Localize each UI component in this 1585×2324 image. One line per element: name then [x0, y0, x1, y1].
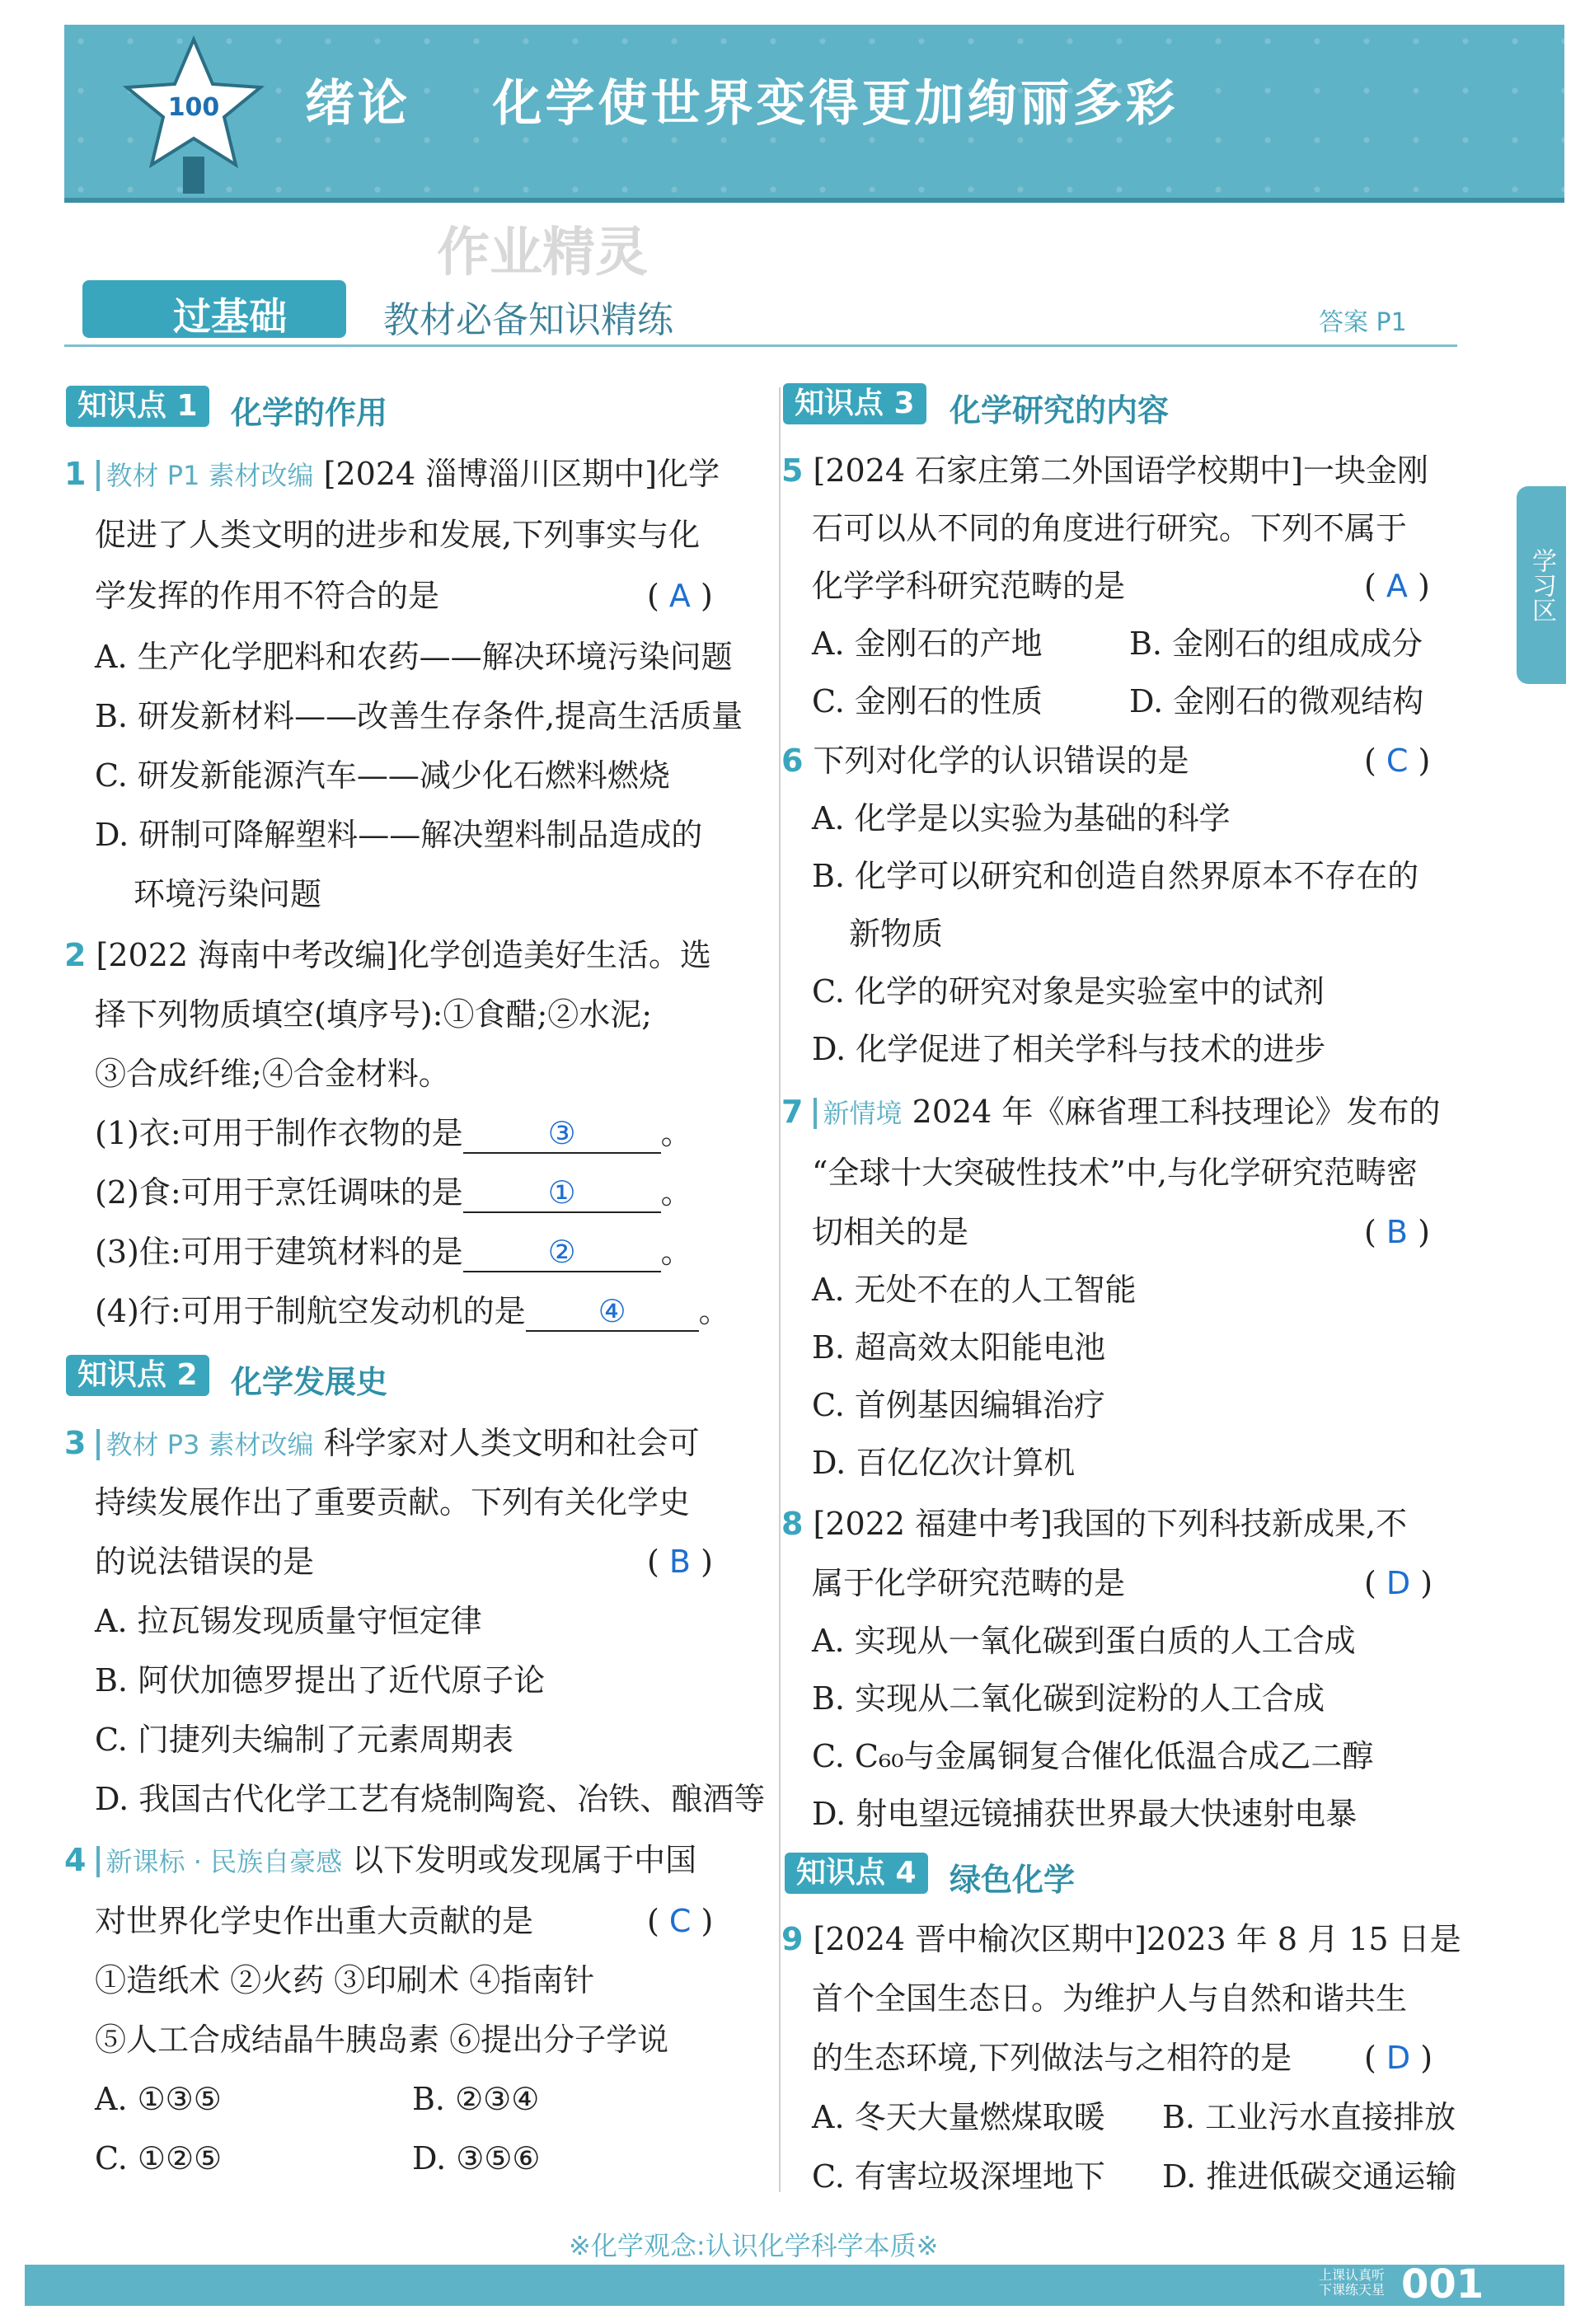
chapter-title: 绪论 化学使世界变得更加绚丽多彩 [305, 75, 1179, 133]
q9-line3 [812, 2039, 1471, 2077]
q2-part2-text: (2)食:可用于烹饪调味的是 [95, 1174, 463, 1211]
q6-option-b-cont: 新物质 [849, 916, 944, 952]
q4-line3: ①造纸术 ②火药 ③印刷术 ④指南针 [95, 1962, 595, 1998]
q9-answer: D [1386, 2040, 1411, 2076]
kp1-tag: 知识点 1 [66, 386, 209, 427]
q5-line1 [781, 452, 1428, 490]
q4-option-a: A. ①③⑤ [95, 2081, 222, 2117]
q1-text1: [2024 淄博淄川区期中]化学 [323, 456, 720, 492]
q4-number: 4 [64, 1842, 87, 1878]
q9-option-c: C. 有害垃圾深埋地下 [812, 2158, 1105, 2195]
q1-answer: A [668, 578, 691, 614]
q8-option-a: A. 实现从一氧化碳到蛋白质的人工合成 [812, 1623, 1356, 1659]
q7-line3 [812, 1213, 1471, 1251]
q2-text1: [2022 海南中考改编]化学创造美好生活。选 [96, 937, 711, 973]
q2-part4: (4)行:可用于制航空发动机的是 ④ 。 [95, 1292, 730, 1332]
q7-option-a: A. 无处不在的人工智能 [812, 1272, 1137, 1308]
kp4-title: 绿色化学 [950, 1862, 1076, 1898]
q6-line1 [781, 742, 1474, 780]
q6-option-a: A. 化学是以实验为基础的科学 [812, 800, 1231, 836]
q5-text3: 化学学科研究范畴的是 [812, 568, 1126, 604]
q8-answer: D [1386, 1565, 1411, 1601]
q8-text1: [2022 福建中考]我国的下列科技新成果,不 [813, 1506, 1408, 1542]
star-mascot-icon [115, 33, 272, 198]
q8-option-c: C. C₆₀与金属铜复合催化低温合成乙二醇 [812, 1738, 1374, 1774]
q4-text1: 以下发明或发现属于中国 [352, 1842, 697, 1878]
q8-line1 [781, 1505, 1407, 1543]
q9-option-b: B. 工业污水直接排放 [1162, 2099, 1456, 2135]
q6-number: 6 [781, 743, 804, 779]
q4-option-b: B. ②③④ [412, 2081, 540, 2117]
q1-tag: 教材 P1 素材改编 [96, 460, 314, 491]
q9-text3: 的生态环境,下列做法与之相符的是 [812, 2040, 1292, 2076]
q4-text2: 对世界化学史作出重大贡献的是 [95, 1903, 534, 1939]
q1-line2: 促进了人类文明的进步和发展,下列事实与化 [95, 517, 701, 553]
q9-option-d: D. 推进低碳交通运输 [1162, 2158, 1457, 2195]
q2-part4-text: (4)行:可用于制航空发动机的是 [95, 1293, 526, 1329]
q2-line2: 择下列物质填空(填序号):①食醋;②水泥; [95, 996, 653, 1033]
q9-text1: [2024 晋中榆次区期中]2023 年 8 月 15 日是 [813, 1921, 1461, 1957]
q3-text3: 的说法错误的是 [95, 1544, 315, 1580]
kp2-tag: 知识点 2 [66, 1355, 209, 1396]
q7-option-b: B. 超高效太阳能电池 [812, 1329, 1106, 1366]
q3-line3 [95, 1543, 754, 1581]
q6-option-d: D. 化学促进了相关学科与技术的进步 [812, 1031, 1326, 1067]
q8-number: 8 [781, 1506, 804, 1542]
q5-answer: A [1386, 568, 1408, 604]
q1-answer-box: ( A ) [647, 578, 713, 614]
q3-line2: 持续发展作出了重要贡献。下列有关化学史 [95, 1484, 691, 1520]
q8-text2: 属于化学研究范畴的是 [812, 1565, 1126, 1601]
q4-line2 [95, 1902, 754, 1940]
q1-option-d-cont: 环境污染问题 [134, 876, 322, 912]
q3-text1: 科学家对人类文明和社会可 [323, 1425, 700, 1461]
q7-number: 7 [781, 1094, 804, 1130]
q9-option-a: A. 冬天大量燃煤取暖 [812, 2099, 1105, 2135]
q2-line3: ③合成纤维;④合金材料。 [95, 1056, 450, 1092]
answer-reference: 答案 P1 [1319, 308, 1407, 337]
q5-answer-box: ( A ) [1364, 568, 1430, 604]
q3-line1 [64, 1424, 700, 1464]
page-number: 001 [1401, 2261, 1484, 2308]
q2-number: 2 [64, 937, 87, 973]
footer-slogan [1319, 2268, 1385, 2298]
q6-option-c: C. 化学的研究对象是实验室中的试剂 [812, 973, 1325, 1010]
q8-answer-box: ( D ) [1364, 1565, 1433, 1601]
q4-line4: ⑤人工合成结晶牛胰岛素 ⑥提出分子学说 [95, 2022, 669, 2058]
q8-option-b: B. 实现从二氧化碳到淀粉的人工合成 [812, 1680, 1325, 1717]
q2-line1 [64, 936, 711, 974]
q4-line1 [64, 1841, 696, 1881]
footer-note: ※化学观念:认识化学科学本质※ [569, 2230, 939, 2261]
q6-answer: C [1386, 743, 1409, 779]
q5-number: 5 [781, 452, 804, 489]
q2-part3: (3)住:可用于建筑材料的是 ② 。 [95, 1233, 692, 1272]
q2-blank1: ③ [463, 1114, 661, 1154]
q4-option-d: D. ③⑤⑥ [412, 2140, 541, 2176]
q3-option-b: B. 阿伏加德罗提出了近代原子论 [95, 1662, 546, 1698]
q5-line2: 石可以从不同的角度进行研究。下列不属于 [812, 510, 1408, 546]
q3-tag: 教材 P3 素材改编 [96, 1429, 314, 1460]
q4-tag: 新课标 · 民族自豪感 [96, 1846, 343, 1877]
q5-option-c: C. 金刚石的性质 [812, 683, 1043, 719]
svg-text:100: 100 [167, 93, 220, 122]
kp1-title: 化学的作用 [231, 395, 388, 431]
kp4-tag: 知识点 4 [785, 1853, 928, 1894]
column-divider [779, 387, 781, 2192]
q3-number: 3 [64, 1425, 87, 1461]
q5-option-b: B. 金刚石的组成成分 [1129, 626, 1423, 662]
q1-number: 1 [64, 456, 87, 492]
q8-line2 [812, 1564, 1471, 1602]
q1-text3: 学发挥的作用不符合的是 [95, 578, 440, 614]
q7-line1 [781, 1093, 1440, 1132]
q4-answer-box: ( C ) [647, 1903, 714, 1939]
kp3-tag: 知识点 3 [783, 383, 926, 424]
q1-line1 [64, 455, 720, 494]
q5-option-a: A. 金刚石的产地 [812, 626, 1043, 662]
q4-option-c: C. ①②⑤ [95, 2140, 223, 2176]
watermark: 作业精灵 [437, 223, 648, 283]
q9-line1 [781, 1920, 1461, 1958]
q2-blank2: ① [463, 1174, 661, 1213]
section-subtitle: 教材必备知识精练 [383, 299, 673, 341]
q7-option-c: C. 首例基因编辑治疗 [812, 1387, 1105, 1423]
q7-answer-box: ( B ) [1364, 1214, 1430, 1250]
q9-line2: 首个全国生态日。为维护人与自然和谐共生 [812, 1980, 1408, 2017]
q7-answer: B [1386, 1214, 1408, 1250]
q2-blank4: ④ [526, 1292, 699, 1332]
q3-answer-box: ( B ) [647, 1544, 713, 1580]
q7-option-d: D. 百亿亿次计算机 [812, 1445, 1076, 1481]
q5-line3 [812, 567, 1471, 605]
q2-part1: (1)衣:可用于制作衣物的是 ③ 。 [95, 1114, 692, 1154]
q5-option-d: D. 金刚石的微观结构 [1129, 683, 1424, 719]
q7-text1: 2024 年《麻省理工科技理论》发布的 [912, 1094, 1441, 1130]
footer-slogan-line1: 上课认真听 [1319, 2267, 1386, 2283]
q1-option-a: A. 生产化学肥料和农药——解决环境污染问题 [95, 639, 733, 675]
q2-part3-text: (3)住:可用于建筑材料的是 [95, 1234, 463, 1270]
kp2-title: 化学发展史 [231, 1364, 388, 1400]
q9-answer-box: ( D ) [1364, 2040, 1433, 2076]
q7-line2: “全球十大突破性技术”中,与化学研究范畴密 [812, 1155, 1418, 1191]
q2-blank3: ② [463, 1233, 661, 1272]
section-title: 过基础 [173, 294, 287, 339]
side-tab: 学习区 [1517, 486, 1566, 684]
q6-text1: 下列对化学的认识错误的是 [813, 743, 1189, 779]
q3-option-d: D. 我国古代化学工艺有烧制陶瓷、冶铁、酿酒等 [95, 1781, 766, 1817]
q5-text1: [2024 石家庄第二外国语学校期中]一块金刚 [813, 452, 1428, 489]
q6-option-b: B. 化学可以研究和创造自然界原本不存在的 [812, 858, 1419, 894]
q6-answer-box: ( C ) [1364, 743, 1431, 779]
q1-option-c: C. 研发新能源汽车——减少化石燃料燃烧 [95, 757, 670, 794]
q1-option-d: D. 研制可降解塑料——解决塑料制品造成的 [95, 817, 703, 853]
kp3-title: 化学研究的内容 [950, 392, 1170, 429]
q4-answer: C [668, 1903, 692, 1939]
footer-slogan-line2: 下课练天星 [1319, 2282, 1386, 2298]
q3-option-c: C. 门捷列夫编制了元素周期表 [95, 1722, 513, 1758]
q3-answer: B [668, 1544, 691, 1580]
q1-option-b: B. 研发新材料——改善生存条件,提高生活质量 [95, 698, 743, 734]
q7-tag: 新情境 [814, 1098, 903, 1129]
q3-option-a: A. 拉瓦锡发现质量守恒定律 [95, 1603, 482, 1639]
q2-part1-text: (1)衣:可用于制作衣物的是 [95, 1115, 463, 1151]
q1-line3 [95, 577, 754, 615]
section-divider [64, 344, 1457, 347]
q9-number: 9 [781, 1921, 804, 1957]
q7-text3: 切相关的是 [812, 1214, 969, 1250]
q8-option-d: D. 射电望远镜捕获世界最大快速射电暴 [812, 1796, 1358, 1832]
q2-part2: (2)食:可用于烹饪调味的是 ① 。 [95, 1174, 692, 1213]
